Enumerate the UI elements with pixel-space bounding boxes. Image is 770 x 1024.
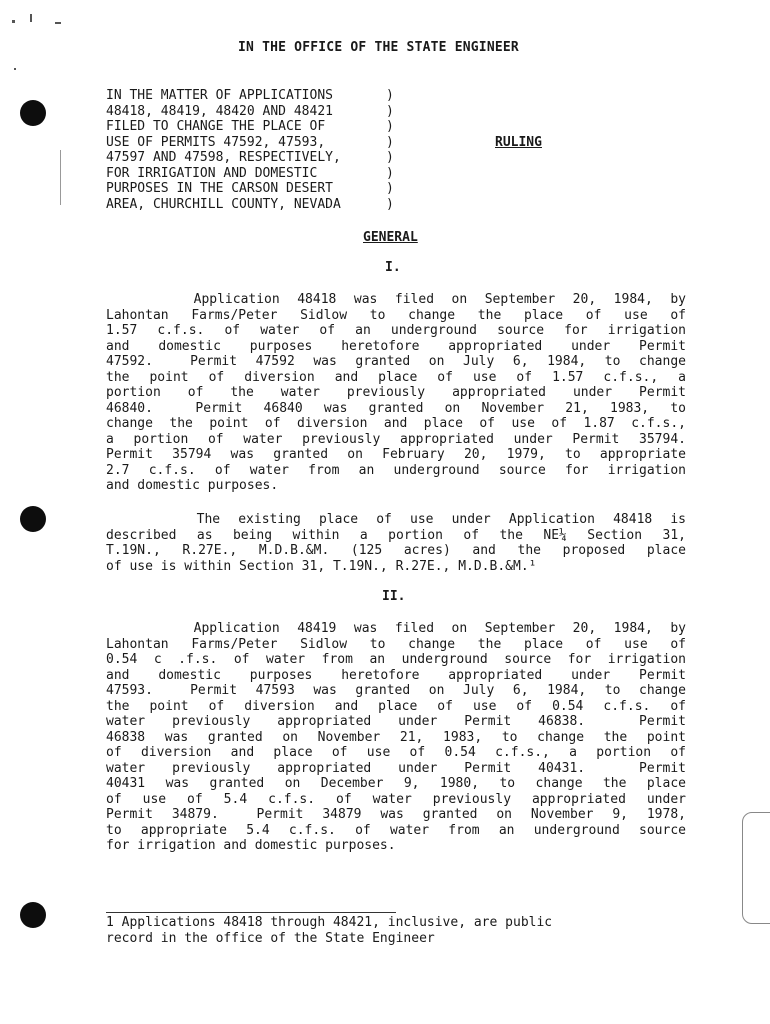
text-line: water previously appropriated under Permit 46838. Permit: [106, 714, 686, 729]
text-line: to appropriate 5.4 c.f.s. of water from an underground source: [106, 822, 686, 838]
text-line: of use is within Section 31, T.19N., R.27E., M.D.B.&M.¹: [106, 558, 537, 574]
caption-bracket: ): [386, 165, 394, 181]
caption-line: USE OF PERMITS 47592, 47593,: [106, 134, 326, 150]
punch-hole-top: [20, 100, 46, 126]
footnote-line: 1 Applications 48418 through 48421, inclusive, are public: [106, 915, 553, 930]
paragraph: [106, 512, 686, 574]
text-line: Lahontan Farms/Peter Sidlow to change the place of use of: [106, 307, 686, 323]
caption-bracket: ): [386, 181, 394, 196]
scan-speck: [14, 68, 16, 70]
text-line: 1.57 c.f.s. of water of an underground source for irrigation: [106, 323, 686, 338]
text-line: and domestic purposes.: [106, 478, 279, 493]
scan-speck: [30, 14, 32, 22]
caption-line: FOR IRRIGATION AND DOMESTIC: [106, 165, 318, 181]
text-line: and domestic purposes heretofore appropriated under Permit: [106, 667, 686, 683]
text-line: the point of diversion and place of use of 0.54 c.f.s. of: [106, 698, 686, 714]
text-line: water previously appropriated under Permit 40431. Permit: [106, 760, 686, 776]
text-line: and domestic purposes heretofore appropriated under Permit: [106, 338, 686, 354]
page-header: IN THE OFFICE OF THE STATE ENGINEER: [238, 40, 519, 55]
text-line: described as being within a portion of the NE¼ Section 31,: [106, 527, 686, 543]
text-line: Lahontan Farms/Peter Sidlow to change the place of use of: [106, 636, 686, 652]
text-line: Application 48419 was filed on September 20, 1984, by: [106, 621, 686, 636]
text-line: 2.7 c.f.s. of water from an underground source for irrigation: [106, 462, 686, 478]
section-number: I.: [385, 260, 401, 275]
scan-speck: [55, 22, 61, 24]
text-line: 40431 was granted on December 9, 1980, to change the place: [106, 776, 686, 791]
caption-line: AREA, CHURCHILL COUNTY, NEVADA: [106, 196, 341, 212]
text-line: Application 48418 was filed on September 20, 1984, by: [106, 292, 686, 307]
text-line: for irrigation and domestic purposes.: [106, 838, 396, 853]
text-line: 46838 was granted on November 21, 1983, to change the point: [106, 729, 686, 745]
text-line: of diversion and place of use of 0.54 c.f.s., a portion of: [106, 745, 686, 760]
scan-speck: [12, 20, 15, 23]
caption-line: 47597 AND 47598, RESPECTIVELY,: [106, 150, 341, 165]
punch-hole-middle: [20, 506, 46, 532]
text-line: the point of diversion and place of use of 1.57 c.f.s., a: [106, 369, 686, 385]
text-line: The existing place of use under Application 48418 is: [106, 512, 686, 527]
case-caption: [106, 88, 341, 212]
text-line: 46840. Permit 46840 was granted on November 21, 1983, to: [106, 400, 686, 416]
text-line: portion of the water previously appropriated under Permit: [106, 385, 686, 400]
caption-line: PURPOSES IN THE CARSON DESERT: [106, 181, 333, 196]
caption-line: FILED TO CHANGE THE PLACE OF: [106, 119, 326, 134]
caption-bracket: ): [386, 196, 394, 212]
text-line: Permit 35794 was granted on February 20, 1979, to appropriate: [106, 447, 686, 462]
text-line: 47592. Permit 47592 was granted on July 6, 1984, to change: [106, 354, 686, 369]
punch-hole-bottom: [20, 902, 46, 928]
caption-bracket: ): [386, 88, 394, 103]
section-title: GENERAL: [363, 230, 418, 245]
text-line: 47593. Permit 47593 was granted on July 6, 1984, to change: [106, 683, 686, 698]
section-number: II.: [382, 589, 406, 604]
scan-speck: [60, 150, 61, 205]
text-line: of use of 5.4 c.f.s. of water previously appropriated under: [106, 791, 686, 807]
caption-line: IN THE MATTER OF APPLICATIONS: [106, 88, 333, 103]
caption-bracket: ): [386, 134, 394, 150]
caption-brackets: [386, 88, 394, 212]
text-line: change the point of diversion and place of use of 1.87 c.f.s.,: [106, 416, 686, 431]
page-edge-clip: [742, 812, 770, 924]
text-line: T.19N., R.27E., M.D.B.&M. (125 acres) and the proposed place: [106, 543, 686, 558]
ruling-title: RULING: [495, 135, 542, 150]
text-line: a portion of water previously appropriated under Permit 35794.: [106, 431, 686, 447]
caption-bracket: ): [386, 119, 394, 134]
footnote-rule: [106, 912, 396, 913]
text-line: Permit 34879. Permit 34879 was granted on November 9, 1978,: [106, 807, 686, 822]
caption-bracket: ): [386, 103, 394, 119]
caption-line: 48418, 48419, 48420 AND 48421: [106, 103, 333, 119]
caption-bracket: ): [386, 150, 394, 165]
text-line: 0.54 c .f.s. of water from an underground source for irrigation: [106, 652, 686, 667]
footnote: [106, 915, 552, 946]
paragraph: [106, 292, 686, 494]
paragraph: [106, 621, 686, 854]
footnote-line: record in the office of the State Engineer: [106, 930, 435, 946]
